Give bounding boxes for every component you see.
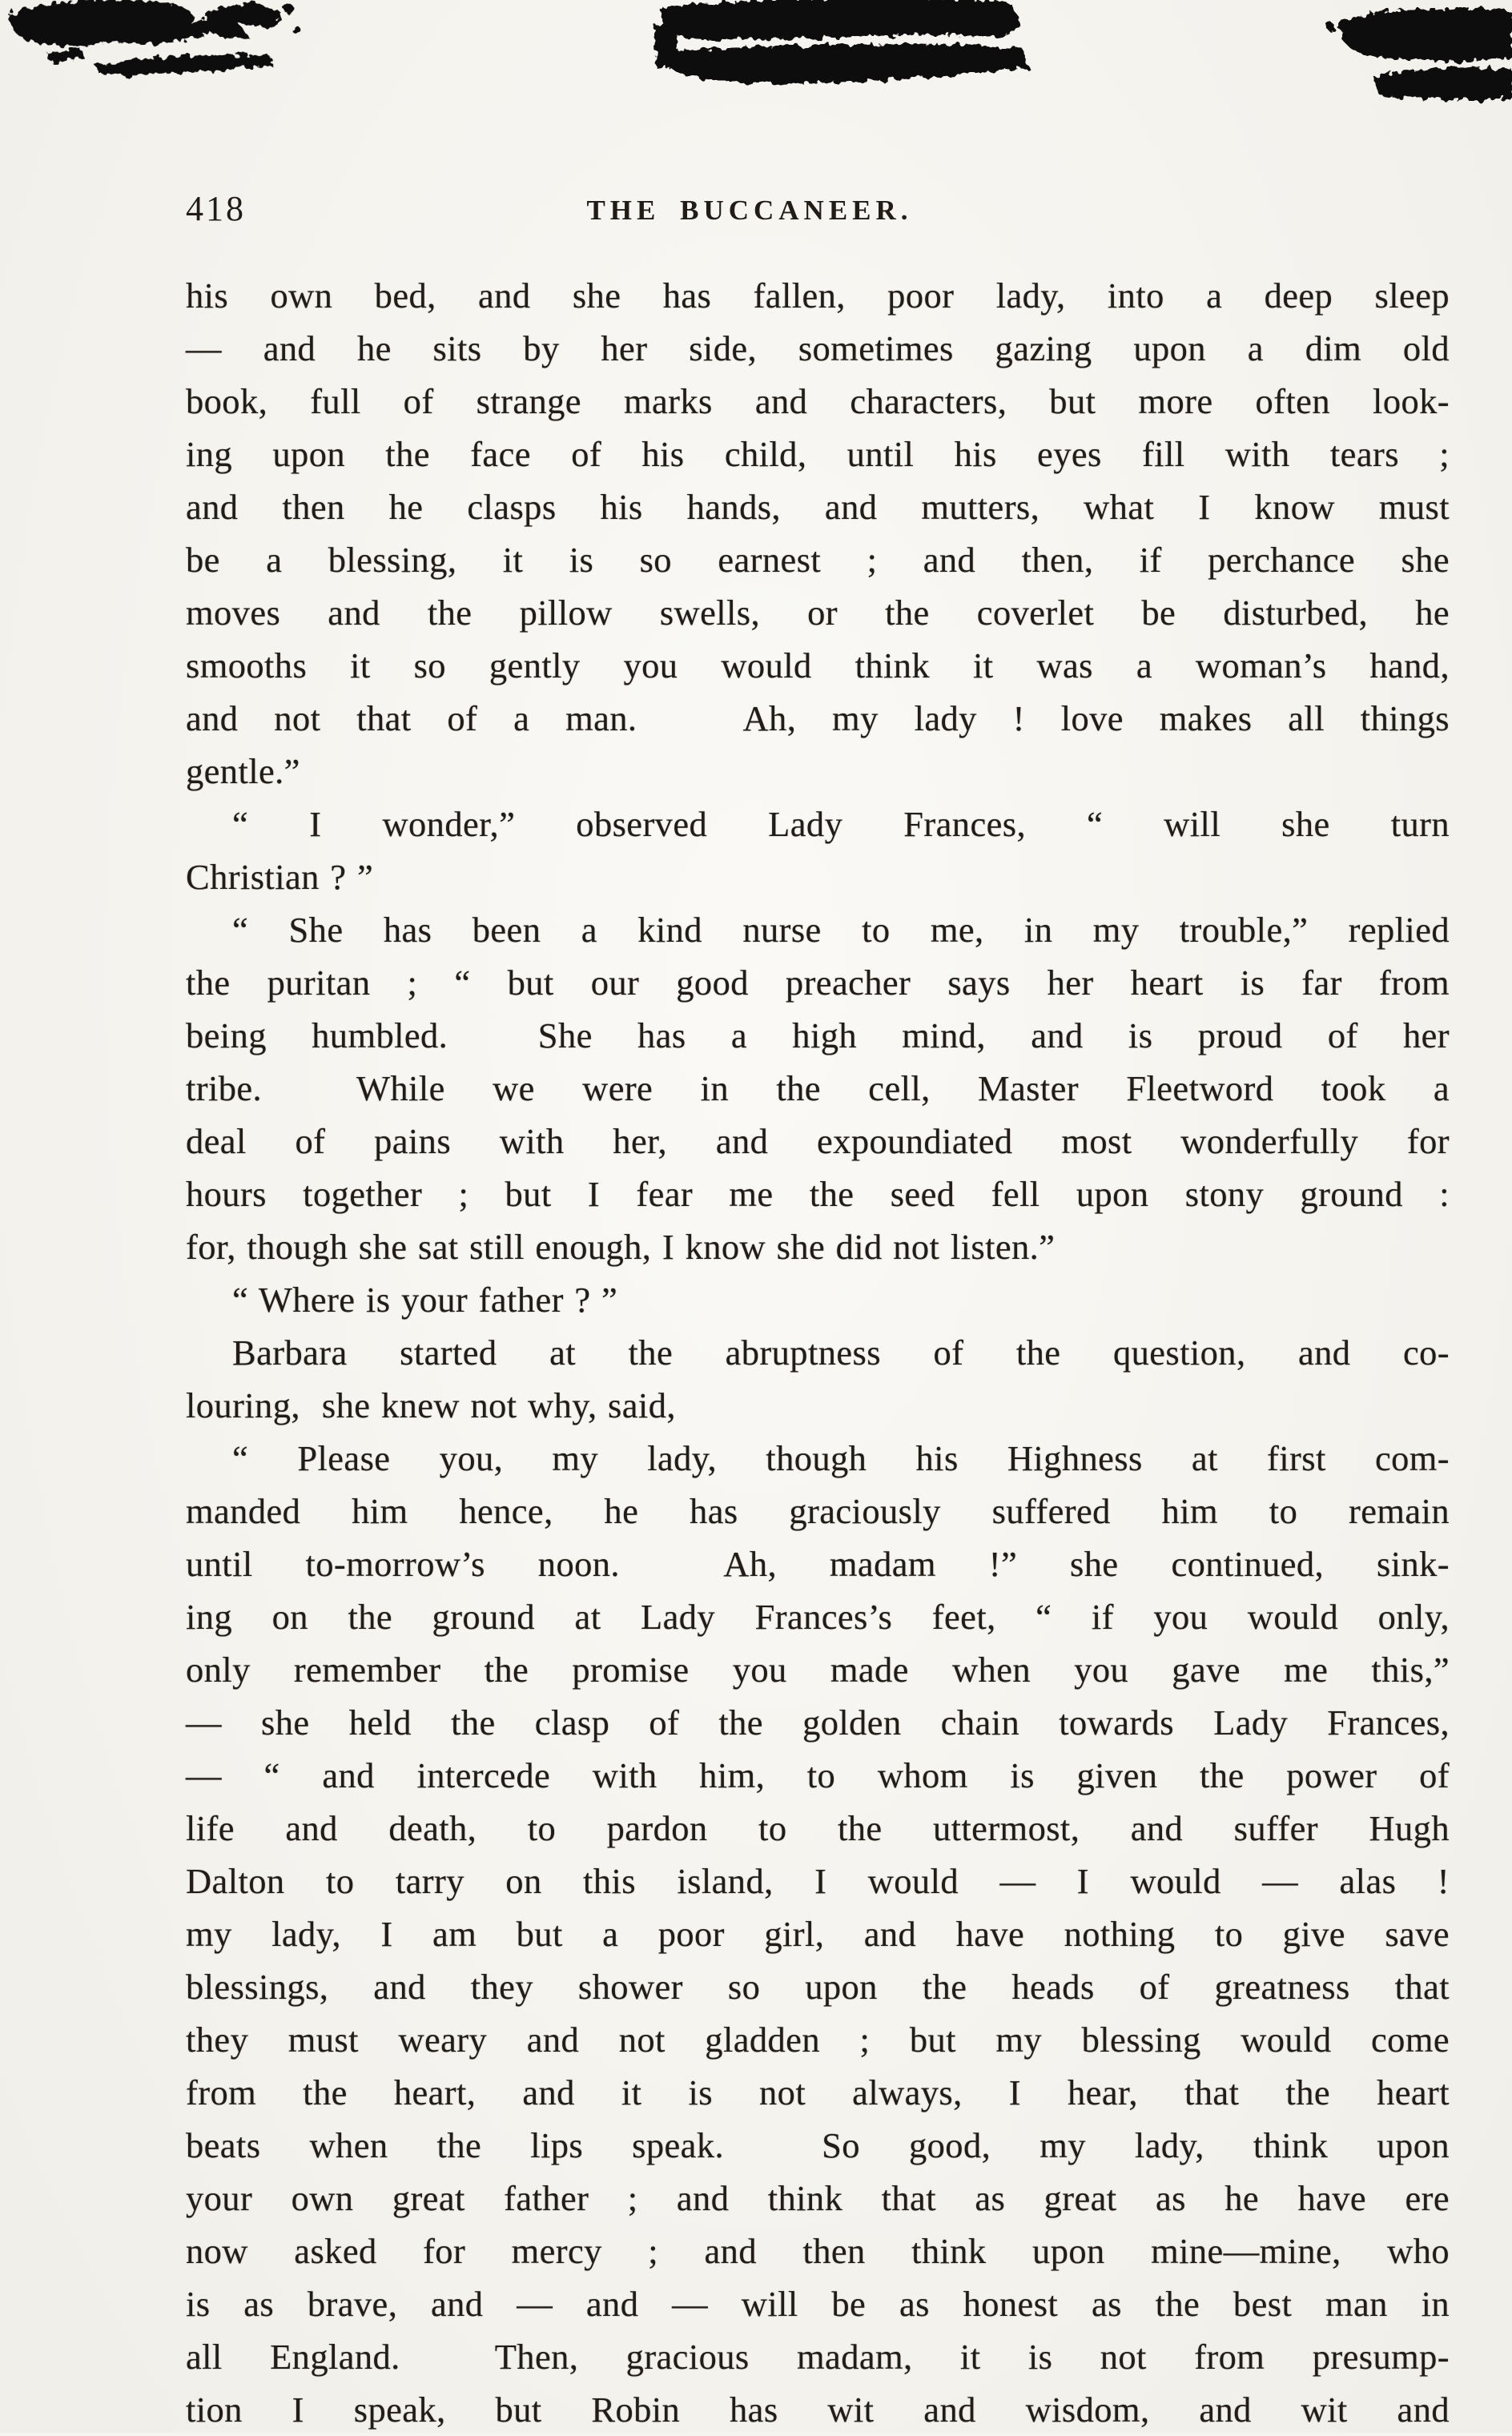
text-line: and then he clasps his hands, and mutters, what I know must [186, 487, 1450, 527]
text-line: only remember the promise you made when you gave me this,” [186, 1650, 1450, 1690]
body-text [186, 269, 1450, 2436]
running-header [186, 191, 1450, 227]
text-line: Dalton to tarry on this island, I would — I would — alas ! [186, 1861, 1450, 1901]
text-line: “ Where is your father ? ” [232, 1280, 618, 1320]
text-line: your own great father ; and think that as great as he have ere [186, 2178, 1450, 2218]
text-line: all England. Then, gracious madam, it is not from presump- [186, 2337, 1450, 2377]
text-line: and not that of a man. Ah, my lady ! love makes all things [186, 698, 1450, 738]
text-line: Barbara started at the abruptness of the question, and co- [232, 1333, 1450, 1373]
text-line: being humbled. She has a high mind, and is proud of her [186, 1015, 1450, 1055]
text-line: the puritan ; “ but our good preacher says her heart is far from [186, 963, 1450, 1003]
text-line: book, full of strange marks and characters, but more often look- [186, 381, 1450, 421]
text-line: hours together ; but I fear me the seed fell upon stony ground : [186, 1174, 1450, 1214]
text-line: blessings, and they shower so upon the heads of greatness that [186, 1967, 1450, 2007]
text-line: — and he sits by her side, sometimes gazing upon a dim old [186, 328, 1450, 368]
text-line: deal of pains with her, and expoundiated most wonderfully for [186, 1121, 1450, 1161]
text-line: tion I speak, but Robin has wit and wisdom, and wit and [186, 2390, 1450, 2430]
page-number: 418 [186, 189, 246, 228]
text-line: his own bed, and she has fallen, poor lady, into a deep sleep [186, 275, 1450, 316]
text-line: smooths it so gently you would think it was a woman’s hand, [186, 645, 1450, 685]
text-line: “ Please you, my lady, though his Highness at first com- [232, 1438, 1450, 1478]
text-line: “ She has been a kind nurse to me, in my trouble,” replied [232, 910, 1450, 950]
text-line: manded him hence, he has graciously suffered him to remain [186, 1491, 1450, 1531]
text-line: my lady, I am but a poor girl, and have nothing to give save [186, 1914, 1450, 1954]
text-line: louring, she knew not why, said, [186, 1385, 676, 1425]
text-line: gentle.” [186, 751, 300, 791]
text-line: — she held the clasp of the golden chain towards Lady Frances, [186, 1702, 1450, 1743]
text-line: now asked for mercy ; and then think upon mine—mine, who [186, 2231, 1450, 2271]
text-line: “ I wonder,” observed Lady Frances, “ will she turn [232, 804, 1450, 844]
text-line: they must weary and not gladden ; but my blessing would come [186, 2020, 1450, 2060]
text-line: is as brave, and — and — will be as honest as the best man in [186, 2284, 1450, 2324]
running-title: THE BUCCANEER. [586, 195, 913, 226]
text-line: from the heart, and it is not always, I hear, that the heart [186, 2072, 1450, 2112]
text-line: for, though she sat still enough, I know she did not listen.” [186, 1227, 1056, 1267]
text-line: beats when the lips speak. So good, my lady, think upon [186, 2125, 1450, 2165]
text-line: ing on the ground at Lady Frances’s feet, “ if you would only, [186, 1597, 1450, 1637]
text-line: ing upon the face of his child, until his eyes fill with tears ; [186, 434, 1450, 474]
text-line: Christian ? ” [186, 857, 374, 897]
text-line: — “ and intercede with him, to whom is given the power of [186, 1755, 1450, 1795]
text-line: life and death, to pardon to the uttermost, and suffer Hugh [186, 1808, 1450, 1848]
text-line: be a blessing, it is so earnest ; and then, if perchance she [186, 540, 1450, 580]
text-line: until to-morrow’s noon. Ah, madam !” she continued, sink- [186, 1544, 1450, 1584]
text-line: tribe. While we were in the cell, Master Fleetword took a [186, 1068, 1450, 1108]
text-line: moves and the pillow swells, or the coverlet be disturbed, he [186, 593, 1450, 633]
